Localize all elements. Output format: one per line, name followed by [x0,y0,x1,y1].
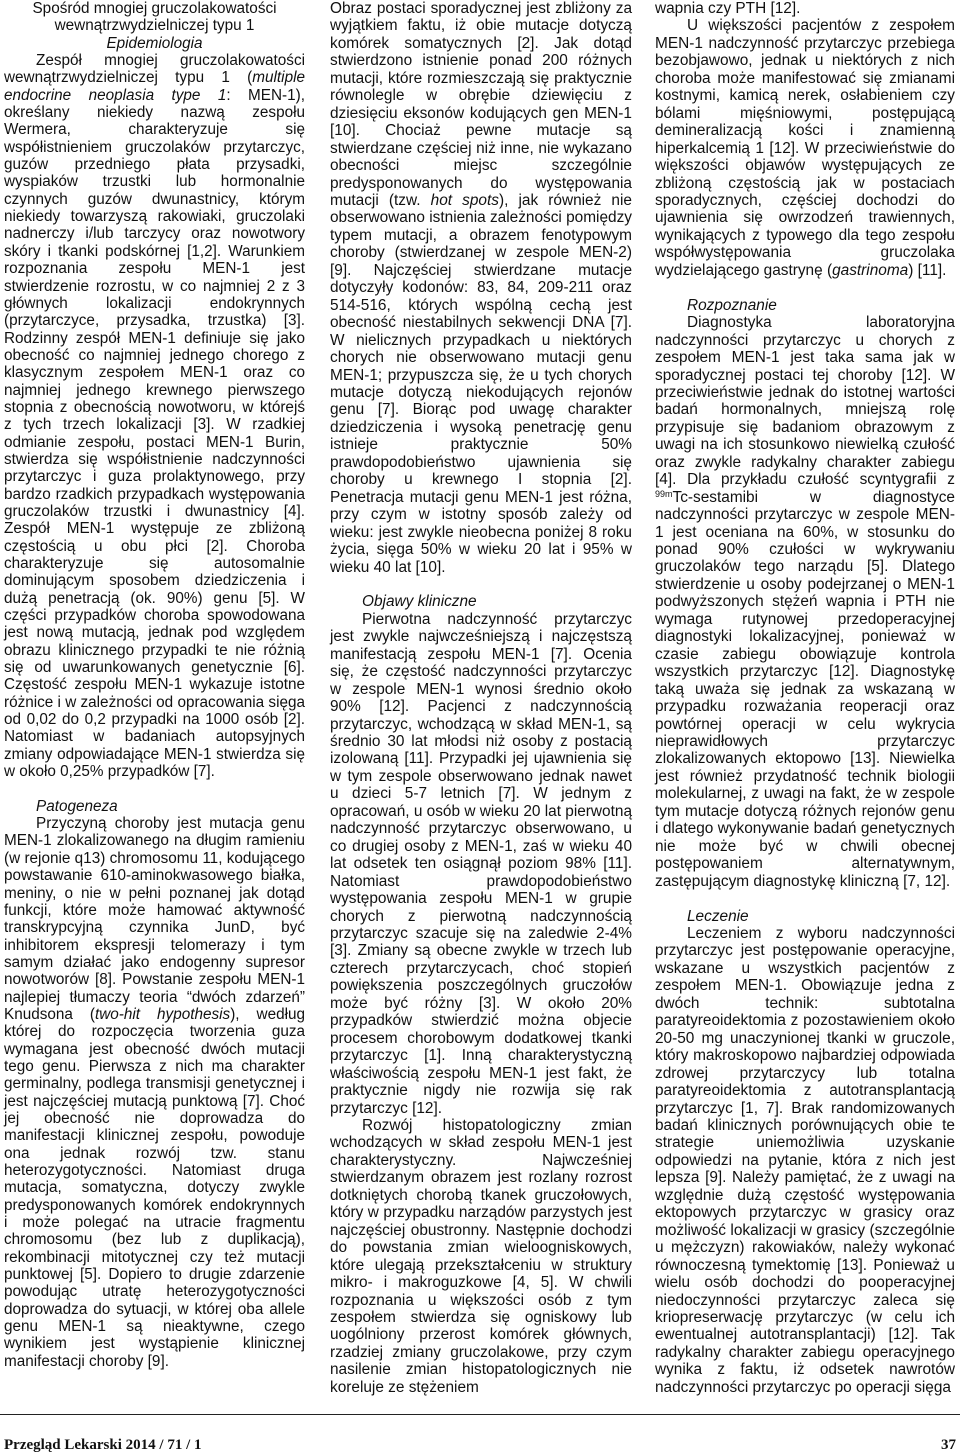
page-footer [0,1414,960,1453]
text-column-1 [4,0,305,1370]
journal-citation: Przegląd Lekarski 2014 / 71 / 1 [4,1437,202,1453]
paragraph: Spośród mnogiej gruczolakowatości wewnątrzwydzielniczej typu 1 [32,0,277,35]
section-heading-rozpoznanie: Rozpoznanie [687,296,777,314]
paragraph: Zespół mnogiej gruczolakowatości wewnątrzwydzielniczej typu 1 (multiple endocrine neoplasia type 1: MEN-1), określany niekiedy nazwą zespołu Wermera, charakteryzuje się współistnieniem gruczolaków przytarczyc, guzów przedniego płata przysadki, wyspiaków trzustki lub hormonalnie czynnych guzów dwunastnicy, którym niekiedy towarzyszą rakowiaki, gruczolaki nadnerczy i/lub tarczycy oraz nowotwory skóry i tkanki podskórnej [1,2]. Warunkiem rozpoznania zespołu MEN-1 jest stwierdzenie rozrostu, w co najmniej 2 z 3 głównych lokalizacji endokrynnych (przytarczyce, przysadka, trzustka) [3]. Rodzinny zespół MEN-1 definiuje się jako obecność co najmniej jednego chorego z klasycznym zespołem MEN-1 oraz co najmniej jednego krewnego pierwszego stopnia z obecnością nowotworu, w którejś z tych trzech lokalizacji [3]. W rzadkiej odmianie zespołu, postaci MEN-1 Burin, stwierdza się współistnienie nadczynności przytarczyc i guza prolaktynowego, przy bardzo rzadkich przypadkach występowania gruczolaków trzustki i dwunastnicy [4]. Zespół MEN-1 występuje ze zbliżoną częstością u obu płci [2]. Choroba charakteryzuje się autosomalnie dominującym sposobem dziedziczenia i dużą penetracją (ok. 90%) genu [5]. W części przypadków choroba spowodowana jest nową mutacją, jednak pod względem obrazu klinicznego przypadki te nie różnią się od uwarunkowanych genetycznie [6]. Częstość zespołu MEN-1 wykazuje istotne różnice i w zależności od opracowania sięga od 0,02 do 0,2 przypadki na 1000 osób [2]. Natomiast w badaniach autopsyjnych zmiany odpowiadające MEN-1 stwierdza się w około 0,25% przypadków [7]. [4,52,306,781]
page-number: 37 [941,1437,956,1453]
section-heading-leczenie: Leczenie [687,907,749,925]
paragraph: Przyczyną choroby jest mutacja genu MEN-1 zlokalizowanego na długim ramieniu (w rejonie q13) chromosomu 11, kodującego powstawanie 610-aminokwasowego białka, meniny, o nie w pełni poznanej jak dotąd funkcji, które może hamować aktywność transkrypcyjną czynnika JunD, być inhibitorem ekspresji telomerazy i tym samym działać jako endogenny supresor nowotworów [8]. Powstanie zespołu MEN-1 najlepiej tłumaczy teoria “dwóch zdarzeń” Knudsona (two-hit hypothesis), według której do rozpoczęcia tworzenia guza wymagana jest obecność dwóch mutacji tego genu. Pierwsza z nich ma charakter germinalny, podlega transmisji genetycznej i jest najczęściej mutacją punktową [7]. Choć jej obecność nie doprowadza do manifestacji klinicznej zespołu, powoduje ona jednak rozwój tzw. stanu heterozygotyczności. Natomiast druga mutacja, somatyczna, dotyczy zwykle predysponowanych komórek endokrynnych i może polegać na utracie fragmentu chromosomu (bez lub z duplikacją), rekombinacji mitotycznej czy też mutacji punktowej [5]. Dopiero to drugie zdarzenie powodując utratę heterozygotyczności doprowadza do sytuacji, w której oba allele genu MEN-1 są nieaktywne, czego wynikiem jest wystąpienie klinicznej manifestacji choroby [9]. [4,815,306,1370]
paragraph: Rozwój histopatologiczny zmian wchodzących w skład zespołu MEN-1 jest charakterystyczny. Najwcześniej stwierdzanym obrazem jest rozlany rozrost dotkniętych chorobą tkanek gruczołowych, który w przypadku narządów parzystych jest najczęściej obustronny. Następnie dochodzi do powstania zmian wieloogniskowych, które ulegają przekształceniu w struktury mikro- i makroguzkowe [4, 5]. W chwili rozpoznania u większości osób z tym zespołem stwierdza się ogniskowy lub uogólniony przerost komórek głównych, rzadziej zmiany gruczolakowe, przy czym nasilenie zmian histopatologicznych nie koreluje ze stężeniem [330,1116,632,1396]
paragraph: wapnia czy PTH [12]. [655,0,801,17]
paragraph: Leczeniem z wyboru nadczynności przytarczyc jest postępowanie operacyjne, wskazane u wszystkich pacjentów z zespołem MEN-1. Obowiązuje jedna z dwóch technik: subtotalna paratyreoidektomia z pozostawieniem około 20-50 mg unaczynionej tkanki w gruczole, który makroskopowo najbardziej odpowiada zdrowej przytarczycy lub totalna paratyreoidektomia z autotransplantacją przytarczyc [1, 7]. Brak randomizowanych badań klinicznych porównujących obie te strategie uniemożliwia uzyskanie odpowiedzi na pytanie, która z nich jest lepsza [9]. Należy pamiętać, że z uwagi na względnie dużą częstość występowania ektopowych przytarczyc w grasicy oraz możliwość lokalizacji w grasicy (szczególnie u mężczyzn) rakowiaków, należy wykonać równoczesną tymektomię [13]. Ponieważ u wielu osób dochodzi do pooperacyjnej niedoczynności przytarczyc zaleca się kriopreserwację przytarczyc (w celu ich ewentualnej autotransplantacji) [12]. Tak radykalny charakter zabiegu operacyjnego wynika z faktu, iż odsetek nawrotów nadczynności przytarczyc po operacji sięga [655,924,955,1396]
section-heading-epidemiologia: Epidemiologia [106,34,203,52]
text-column-2 [330,0,632,1396]
paragraph: Pierwotna nadczynność przytarczyc jest zwykle najwcześniejszą i najczęstszą manifestacją zespołu MEN-1 [7]. Ocenia się, że częstość nadczynności przytarczyc w zespole MEN-1 wynosi średnio około 90% [12]. Pacjenci z nadczynnością przytarczyc, wchodzącą w skład MEN-1, są średnio 30 lat młodsi niż osoby z postacią izolowaną [11]. Przypadki jej ujawnienia się w tym zespole obserwowano jednak nawet u dzieci 5-7 letnich [7]. W jednym z opracowań, u osób w wieku 20 lat pierwotną nadczynność przytarczyc obserwowano, u co drugiej osoby z MEN-1, zaś w wieku 40 lat odsetek ten osiągnął poziom 98% [11]. Natomiast prawdopodobieństwo występowania zespołu MEN-1 w grupie chorych z pierwotną nadczynnością przytarczyc szacuje się na zaledwie 2-4% [3]. Zmiany są obecne zwykle w trzech lub czterech przytarczycach, choć stopień powiększenia poszczególnych gruczołów może być różny [3]. W około 20% przypadków stwierdzić można objecie procesem chorobowym dodatkowej tkanki przytarczyc [1]. Inną charakterystyczną właściwością zespołu MEN-1 jest fakt, że praktycznie nigdy nie rozwija się rak przytarczyc [12]. [330,610,633,1117]
section-heading-objawy-kliniczne: Objawy kliniczne [362,593,477,611]
paragraph: U większości pacjentów z zespołem MEN-1 nadczynność przytarczyc przebiega bezobjawowo, jednak u niektórych z nich choroba może manifestować się zmianami kostnymi, kamicą nerek, osłabieniem czy bólami mięśniowymi, postępującą demineralizacją kości i znamienną hiperkalcemią 1 [12]. W przeciwieństwie do większości objawów występujących ze zbliżoną częstością jak w postaciach sporadycznych, częściej dochodzi do ujawnienia się owrzodzeń trawiennych, wynikających z typowego dla tego zespołu współwystępowania gruczolaka wydzielającego gastrynę (gastrinoma) [11]. [655,17,955,279]
paragraph: Obraz postaci sporadycznej jest zbliżony za wyjątkiem faktu, iż obie mutacje dotyczą komórek somatycznych [2]. Jak dotąd stwierdzono istnienie ponad 200 różnych mutacji, które rozmieszczają się praktycznie równolegle w obrębie dziewięciu z dziesięciu eksonów kodujących gen MEN-1 [10]. Chociaż pewne mutacje są stwierdzane częściej niż inne, nie wykazano obecności miejsc szczególnie predysponowanych do występowania mutacji (tzw. hot spots), jak również nie obserwowano istnienia zależności pomiędzy typem mutacji, a obrazem fenotypowym choroby (stwierdzanej w zespole MEN-2) [9]. Najczęściej stwierdzane mutacje dotyczyły kodonów: 83, 84, 209-211 oraz 514-516, których wspólną cechą jest obecność niestabilnych sekwencji DNA [7]. W nielicznych przypadkach u niektórych chorych nie obserwowano mutacji genu MEN-1; przypuszcza się, że u tych chorych mutacje dotyczą niekodujących rejonów genu [7]. Biorąc pod uwagę charakter dziedziczenia i wysoką penetrację genu istnieje praktycznie 50% prawdopodobieństwo ujawnienia się choroby u krewnego I stopnia [2]. Penetracja mutacji genu MEN-1 jest różna, przy czym w istotny sposób zależy od wieku: jest zwykle nieobecna poniżej 8 roku życia, sięga 50% w wieku 20 lat i 95% w wieku 40 lat [10]. [330,0,632,576]
text-column-3 [655,0,955,1396]
paragraph: Diagnostyka laboratoryjna nadczynności przytarczyc u chorych z zespołem MEN-1 jest taka sama jak w sporadycznej postaci tej choroby [12]. W przeciwieństwie jednak do istotnej wartości badań hormonalnych, mniejszą rolę przypisuje się badaniom obrazowym z uwagi na ich stosunkowo niewielką czułość oraz zwykle radykalny charakter zabiegu [4]. Dla przykładu czułość scyntygrafii z $^{99m}$Tc-sestamibi w diagnostyce nadczynności przytarczyc w zespole MEN-1 jest oceniana na 60%, w stosunku do ponad 90% czułości w wykrywaniu gruczolaków tego narządu [5]. Dlatego stwierdzenie u osoby podejrzanej o MEN-1 podwyższonych stężeń wapnia i PTH nie wymaga rutynowej przedoperacyjnej diagnostyki lokalizacyjnej, ponieważ w czasie zabiegu obowiązuje kontrola wszystkich przytarczyc [12]. Diagnostykę taką uważa się jednak za wskazaną w przypadku rozważania reoperacji oraz powtórnej operacji w celu wykrycia nieprawidłowych przytarczyc zlokalizowanych ektopowo [13]. Niewielka jest również przydatność technik biologii molekularnej, z uwagi na fakt, że w zespole tym mutacje dotyczą różnych rejonów genu i dlatego wykonywanie badań genetycznych nie może być w chwili obecnej postępowaniem alternatywnym, zastępującym diagnostykę kliniczną [7, 12]. [655,314,955,890]
section-heading-patogeneza: Patogeneza [36,797,118,815]
